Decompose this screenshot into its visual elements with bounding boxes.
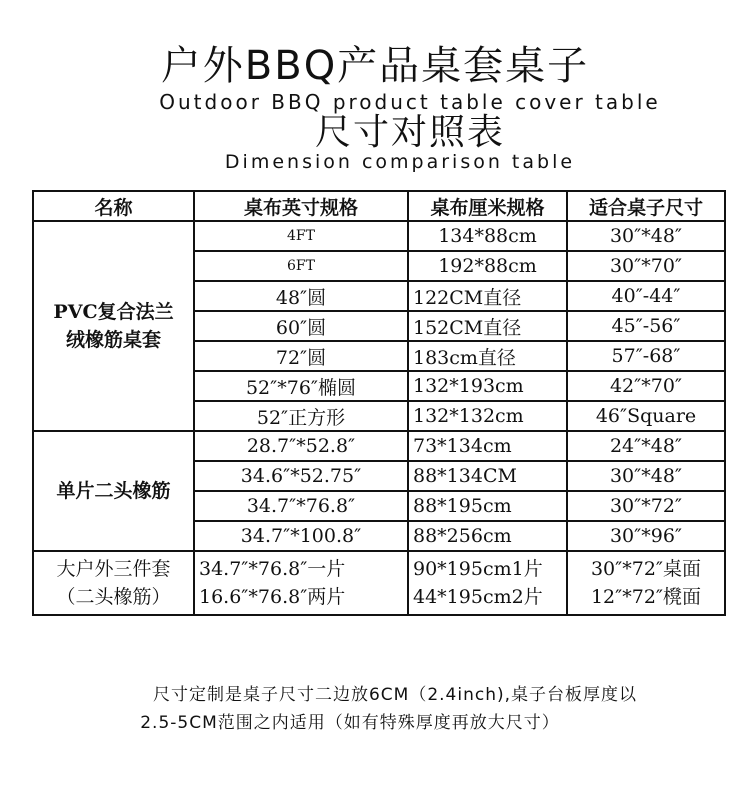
table-size-cell: 42″*70″ bbox=[567, 371, 725, 401]
table-row bbox=[33, 551, 725, 615]
page-title: 户外BBQ产品桌套桌子 bbox=[160, 43, 590, 89]
inch-size-line: 34.7″*76.8″一片 bbox=[199, 558, 346, 580]
header-table-size: 适合桌子尺寸 bbox=[567, 191, 725, 221]
cm-size-line: 90*195cm1片 bbox=[413, 558, 543, 580]
group-name-pvc: PVC复合法兰绒橡筋桌套 bbox=[33, 221, 194, 431]
table-size-cell bbox=[567, 551, 725, 615]
group-name-line: （二头橡筋） bbox=[56, 586, 171, 608]
inch-size-cell: 52″*76″椭圆 bbox=[194, 371, 408, 401]
cm-size-cell: 73*134cm bbox=[408, 431, 567, 461]
inch-size-line: 16.6″*76.8″两片 bbox=[199, 586, 346, 608]
table-size-cell: 57″-68″ bbox=[567, 341, 725, 371]
cm-size-cell: 122CM直径 bbox=[408, 281, 567, 311]
cm-size-cell: 152CM直径 bbox=[408, 311, 567, 341]
note-line-2: 2.5-5CM范围之内适用（如有特殊厚度再放大尺寸） bbox=[140, 713, 560, 733]
inch-size-cell: 52″正方形 bbox=[194, 401, 408, 431]
table-size-line: 12″*72″櫈面 bbox=[590, 586, 702, 608]
table-row bbox=[33, 431, 725, 461]
cm-size-cell: 132*193cm bbox=[408, 371, 567, 401]
table-size-cell: 30″*96″ bbox=[567, 521, 725, 551]
table-size-cell: 30″*48″ bbox=[567, 221, 725, 251]
inch-size-cell: 34.6″*52.75″ bbox=[194, 461, 408, 491]
table-header-row bbox=[33, 191, 725, 221]
note-line-1: 尺寸定制是桌子尺寸二边放6CM（2.4inch),桌子台板厚度以 bbox=[152, 685, 638, 705]
group-name-outdoor-set bbox=[33, 551, 194, 615]
group-name-line: 大户外三件套 bbox=[56, 558, 171, 580]
inch-size-cell: 6FT bbox=[194, 251, 408, 281]
dimension-table bbox=[32, 190, 726, 616]
cm-size-line: 44*195cm2片 bbox=[413, 586, 543, 608]
inch-size-cell: 34.7″*76.8″ bbox=[194, 491, 408, 521]
cm-size-cell: 183cm直径 bbox=[408, 341, 567, 371]
table-size-cell: 24″*48″ bbox=[567, 431, 725, 461]
table-size-cell: 45″-56″ bbox=[567, 311, 725, 341]
header-inch-size: 桌布英寸规格 bbox=[194, 191, 408, 221]
inch-size-cell: 60″圆 bbox=[194, 311, 408, 341]
cm-size-cell: 88*256cm bbox=[408, 521, 567, 551]
inch-size-cell: 72″圆 bbox=[194, 341, 408, 371]
inch-size-cell: 28.7″*52.8″ bbox=[194, 431, 408, 461]
table-row bbox=[33, 221, 725, 251]
inch-size-cell: 4FT bbox=[194, 221, 408, 251]
cm-size-cell: 192*88cm bbox=[408, 251, 567, 281]
header-name: 名称 bbox=[33, 191, 194, 221]
cm-size-cell bbox=[408, 551, 567, 615]
table-size-cell: 30″*70″ bbox=[567, 251, 725, 281]
table-size-cell: 46″Square bbox=[567, 401, 725, 431]
inch-size-cell bbox=[194, 551, 408, 615]
cm-size-cell: 88*134CM bbox=[408, 461, 567, 491]
inch-size-cell: 34.7″*100.8″ bbox=[194, 521, 408, 551]
table-size-line: 30″*72″桌面 bbox=[590, 558, 702, 580]
inch-size-cell: 48″圆 bbox=[194, 281, 408, 311]
cm-size-cell: 134*88cm bbox=[408, 221, 567, 251]
table-size-cell: 40″-44″ bbox=[567, 281, 725, 311]
page-title-english: Outdoor BBQ product table cover table bbox=[159, 90, 661, 114]
table-size-cell: 30″*72″ bbox=[567, 491, 725, 521]
table-heading: 尺寸对照表 bbox=[314, 112, 505, 153]
group-name-single-piece: 单片二头橡筋 bbox=[33, 431, 194, 551]
cm-size-cell: 132*132cm bbox=[408, 401, 567, 431]
table-size-cell: 30″*48″ bbox=[567, 461, 725, 491]
table-heading-english: Dimension comparison table bbox=[224, 151, 576, 173]
header-cm-size: 桌布厘米规格 bbox=[408, 191, 567, 221]
cm-size-cell: 88*195cm bbox=[408, 491, 567, 521]
